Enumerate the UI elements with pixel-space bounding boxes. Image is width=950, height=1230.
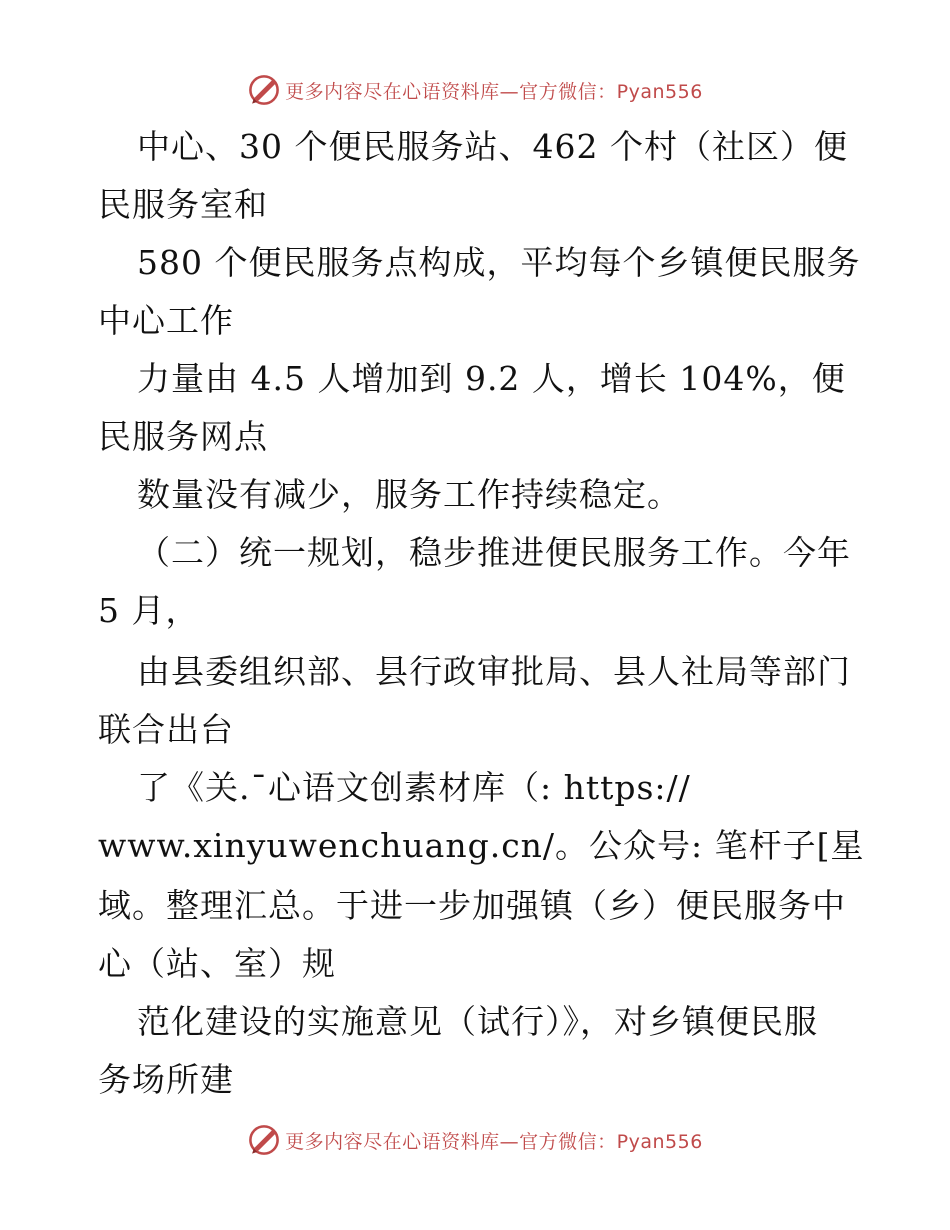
text-line-8: （二）统一规划，稳步推进便民服务工作。今年 xyxy=(137,533,851,572)
text-line-6: 民服务网点 xyxy=(98,417,268,456)
text-line-7: 数量没有减少，服务工作持续稳定。 xyxy=(137,475,681,514)
text-line-3: 580 个便民服务点构成，平均每个乡镇便民服务 xyxy=(137,243,861,282)
text-line-11: 联合出台 xyxy=(98,710,234,749)
text-line-5: 力量由 4.5 人增加到 9.2 人，增长 104%，便 xyxy=(137,359,846,398)
text-line-9: 5 月， xyxy=(98,591,200,630)
header-wechat-account: Pyan556 xyxy=(616,80,703,103)
text-line-16: 范化建设的实施意见（试行）》，对乡镇便民服 xyxy=(137,1002,818,1041)
text-line-4: 中心工作 xyxy=(98,301,234,340)
footer-wechat-account: Pyan556 xyxy=(616,1130,703,1153)
pen-logo-icon xyxy=(247,1123,281,1157)
text-line-2: 民服务室和 xyxy=(98,185,268,224)
header-banner-text: 更多内容尽在心语资料库—官方微信：Pyan556 xyxy=(285,80,703,103)
footer-banner-text: 更多内容尽在心语资料库—官方微信：Pyan556 xyxy=(285,1130,703,1153)
text-line-17: 务场所建 xyxy=(98,1060,234,1099)
footer-watermark-banner xyxy=(0,1120,950,1160)
text-line-10: 由县委组织部、县行政审批局、县人社局等部门 xyxy=(137,652,851,691)
text-line-15: 心（站、室）规 xyxy=(98,944,336,983)
text-line-14: 域。整理汇总。于进一步加强镇（乡）便民服务中 xyxy=(98,886,846,925)
text-line-12: 了《关.¯心语文创素材库（: https:// xyxy=(137,768,691,807)
text-line-13: www.xinyuwenchuang.cn/。公众号: 笔杆子[星 xyxy=(98,826,865,865)
text-line-1: 中心、30 个便民服务站、462 个村（社区）便 xyxy=(137,127,848,166)
